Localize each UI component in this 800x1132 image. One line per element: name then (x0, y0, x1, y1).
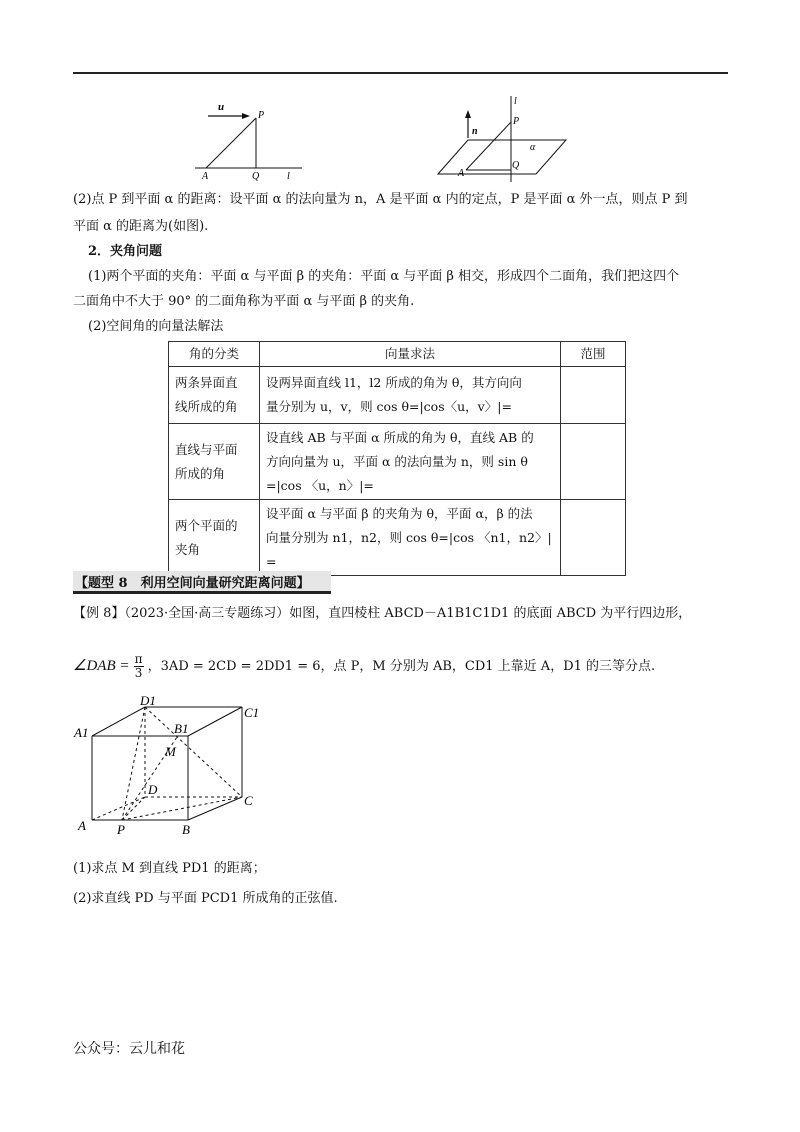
fraction-pi-over-3 (134, 653, 144, 680)
table-row (169, 500, 626, 576)
angle-expression: ∠DAB = (73, 658, 130, 674)
table-cell-category: 两个平面的 夹角 (169, 500, 260, 576)
para-vector-method: (2)空间角的向量法解法 (88, 319, 224, 334)
fig2-label-n: n (472, 126, 478, 137)
table-row (169, 367, 626, 424)
figure-point-line (190, 98, 305, 183)
table-cell-category: 两条异面直 线所成的角 (169, 367, 260, 424)
fig2-label-alpha: α (530, 142, 536, 153)
fig1-label-A: A (202, 171, 209, 182)
prism-label-D1: D1 (140, 693, 156, 708)
question-1: (1)求点 M 到直线 PD1 的距离； (73, 861, 266, 876)
question-type-bar (73, 571, 331, 594)
fig1-label-l: l (287, 171, 290, 182)
fraction-denominator: 3 (134, 666, 143, 680)
fig2-label-l: l (514, 96, 517, 107)
fig1-label-P: P (258, 110, 265, 121)
question-2: (2)求直线 PD 与平面 PCD1 所成角的正弦值. (73, 891, 338, 906)
prism-label-B1: B1 (174, 721, 189, 736)
prism-label-M: M (165, 744, 176, 759)
table-cell-category: 直线与平面 所成的角 (169, 424, 260, 500)
question-type-title: 【题型 8 利用空间向量研究距离问题】 (75, 576, 310, 591)
prism-label-A: A (78, 818, 86, 833)
para-point-plane-1: (2)点 P 到平面 α 的距离：设平面 α 的法向量为 n，A 是平面 α 内的定点，P 是平面 α 外一点，则点 P 到 (73, 192, 688, 207)
para-dihedral-1: (1)两个平面的夹角：平面 α 与平面 β 的夹角：平面 α 与平面 β 相交，形成四个二面角，我们把这四个 (88, 269, 680, 284)
fraction-numerator: π (134, 652, 143, 666)
fig2-label-Q: Q (512, 160, 520, 171)
table-cell-method: 设两异面直线 l1，l2 所成的角为 θ，其方向向 量分别为 u，v，则 cos θ=|cos〈u，v〉|= (260, 367, 561, 424)
figure-point-plane (430, 92, 575, 187)
fig2-label-P: P (513, 116, 520, 127)
header-rule (73, 72, 728, 74)
table-cell-range (561, 500, 626, 576)
example-line-1: 【例 8】（2023·全国·高三专题练习）如图，直四棱柱 ABCD－A1B1C1D1 的底面 ABCD 为平行四边形， (73, 606, 692, 621)
para-point-plane-2: 平面 α 的距离为(如图). (73, 219, 209, 234)
figure-prism (70, 693, 270, 843)
table-header-range: 范围 (561, 342, 626, 367)
table-row (169, 424, 626, 500)
prism-label-A1: A1 (74, 725, 89, 740)
table-cell-method: 设直线 AB 与平面 α 所成的角为 θ，直线 AB 的 方向向量为 u，平面 α 的法向量为 n，则 sin θ =|cos 〈u，n〉|= (260, 424, 561, 500)
table-cell-range (561, 367, 626, 424)
prism-label-P: P (117, 822, 125, 837)
prism-label-C1: C1 (244, 705, 260, 720)
section-heading-angles: 2．夹角问题 (88, 244, 163, 259)
table-cell-range (561, 424, 626, 500)
table-header-method: 向量求法 (260, 342, 561, 367)
fig1-label-u: u (218, 101, 225, 113)
table-header-category: 角的分类 (169, 342, 260, 367)
prism-label-D: D (148, 782, 158, 797)
angle-methods-table (168, 341, 626, 576)
prism-label-C: C (244, 793, 253, 808)
fig1-label-Q: Q (252, 171, 260, 182)
example-conditions: ，3AD = 2CD = 2DD1 = 6，点 P，M 分别为 AB，CD1 上靠近 A，D1 的三等分点. (147, 659, 656, 674)
para-dihedral-2: 二面角中不大于 90° 的二面角称为平面 α 与平面 β 的夹角. (73, 294, 415, 309)
example-line-2 (73, 650, 733, 683)
footer-account: 公众号：云儿和花 (73, 1041, 185, 1057)
table-cell-method: 设平面 α 与平面 β 的夹角为 θ，平面 α，β 的法 向量分别为 n1，n2，则 cos θ=|cos 〈n1，n2〉| = (260, 500, 561, 576)
fig2-label-A: A (458, 168, 465, 179)
prism-label-B: B (182, 822, 190, 837)
table-header-row (169, 342, 626, 367)
